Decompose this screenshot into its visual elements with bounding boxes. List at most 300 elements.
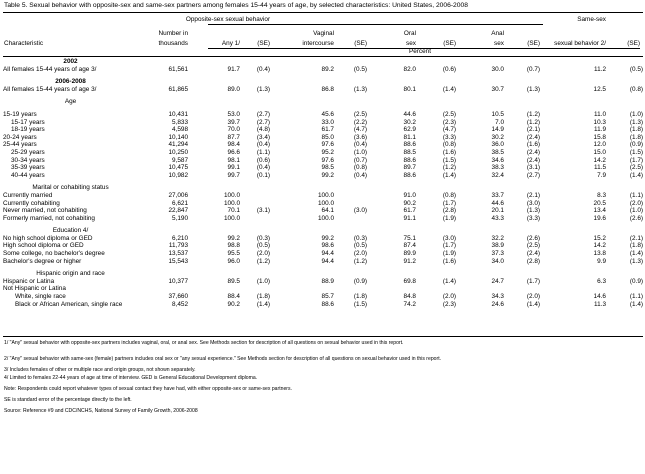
cell-any-se: (0.1) xyxy=(256,171,270,179)
cell-vag: 88.9 xyxy=(321,277,334,285)
table-row xyxy=(3,119,643,127)
cell-vag: 61.7 xyxy=(321,126,334,134)
cell-oral: 91.0 xyxy=(403,191,416,199)
cell-anal: 32.4 xyxy=(491,171,504,179)
table-row xyxy=(3,192,643,200)
row-label: All females 15-44 years of age 3/ xyxy=(3,65,97,73)
cell-anal: 30.0 xyxy=(491,65,504,73)
cell-anal-se: (1.3) xyxy=(526,85,540,93)
cell-vag-se: (1.3) xyxy=(353,85,367,93)
cell-anal-se: (3.3) xyxy=(526,214,540,222)
cell-any-se: (0.6) xyxy=(256,156,270,164)
row-label: High school diploma or GED xyxy=(3,242,84,250)
cell-vag: 33.0 xyxy=(321,118,334,126)
cell-oral: 89.9 xyxy=(403,250,416,258)
table-row xyxy=(3,215,643,223)
cell-vag-se xyxy=(334,215,367,223)
table-row xyxy=(3,149,643,157)
table-row xyxy=(3,86,643,94)
data-table xyxy=(3,58,643,308)
cell-oral-se: (3.3) xyxy=(442,133,456,141)
table-row xyxy=(3,301,643,309)
cell-anal-se: (2.6) xyxy=(526,234,540,242)
cell-n: 6,210 xyxy=(172,234,188,242)
cell-vag-se xyxy=(334,200,367,208)
cell-any-se: (1.0) xyxy=(256,277,270,285)
cell-vag: 98.5 xyxy=(321,164,334,172)
cell-vag-se xyxy=(334,285,367,293)
section-heading-row xyxy=(3,227,643,235)
cell-n: 10,431 xyxy=(168,110,188,118)
cell-same-se: (1.4) xyxy=(629,171,643,179)
header-anal-line2: sex xyxy=(494,40,504,47)
cell-anal: 30.2 xyxy=(491,133,504,141)
header-group-opposite-rule xyxy=(208,24,543,25)
cell-vag-se: (1.5) xyxy=(353,300,367,308)
cell-oral: 30.2 xyxy=(403,118,416,126)
cell-anal-se: (1.4) xyxy=(526,300,540,308)
cell-any-se: (0.4) xyxy=(256,141,270,149)
cell-anal-se: (2.4) xyxy=(526,148,540,156)
cell-oral: 88.6 xyxy=(403,141,416,149)
header-vaginal-se: (SE) xyxy=(354,40,367,47)
cell-anal: 20.1 xyxy=(491,207,504,215)
cell-same-se: (2.5) xyxy=(629,164,643,172)
cell-n: 15,543 xyxy=(168,257,188,265)
row-label: 15-19 years xyxy=(3,110,37,118)
cell-same: 14.2 xyxy=(593,156,606,164)
cell-same: 11.0 xyxy=(594,110,606,118)
cell-any-se: (1.3) xyxy=(256,85,270,93)
row-label: No high school diploma or GED xyxy=(3,234,93,242)
section-heading: 2002 xyxy=(63,58,78,65)
cell-vag-se: (0.9) xyxy=(353,277,367,285)
cell-oral-se: (0.8) xyxy=(442,141,456,149)
cell-oral: 61.7 xyxy=(403,207,416,215)
cell-vag-se: (2.5) xyxy=(353,110,367,118)
cell-anal: 37.3 xyxy=(491,250,504,258)
cell-oral-se: (1.9) xyxy=(442,214,456,222)
row-label: 18-19 years xyxy=(11,126,45,134)
cell-same-se: (1.0) xyxy=(629,110,643,118)
row-label: Bachelor's degree or higher xyxy=(3,257,82,265)
cell-any: 98.4 xyxy=(227,141,240,149)
cell-anal: 10.5 xyxy=(491,110,504,118)
cell-any-se: (3.4) xyxy=(256,133,270,141)
header-any-se: (SE) xyxy=(257,40,270,47)
cell-same xyxy=(540,285,606,293)
cell-oral: 91.2 xyxy=(403,257,416,265)
row-label: 40-44 years xyxy=(11,171,45,179)
cell-same: 20.5 xyxy=(593,199,606,207)
cell-vag xyxy=(270,285,334,293)
cell-any-se: (1.8) xyxy=(256,293,270,301)
cell-vag-se: (0.8) xyxy=(353,164,367,172)
cell-oral: 80.1 xyxy=(403,85,416,93)
table-row xyxy=(3,207,643,215)
cell-any: 98.1 xyxy=(227,156,240,164)
cell-any-se: (2.0) xyxy=(256,250,270,258)
cell-anal: 32.2 xyxy=(491,234,504,242)
cell-n: 11,793 xyxy=(168,242,188,250)
cell-any: 96.6 xyxy=(227,148,240,156)
cell-anal-se: (2.4) xyxy=(526,250,540,258)
table-row xyxy=(3,258,643,266)
cell-vag-se: (3.6) xyxy=(353,133,367,141)
cell-anal-se: (3.1) xyxy=(526,164,540,172)
cell-vag-se: (4.7) xyxy=(353,126,367,134)
top-rule xyxy=(3,12,643,13)
cell-any-se: (1.4) xyxy=(256,300,270,308)
section-heading: 2006-2008 xyxy=(55,78,86,86)
cell-anal-se: (0.7) xyxy=(526,65,540,73)
cell-vag: 99.2 xyxy=(321,234,334,242)
cell-any: 96.0 xyxy=(227,257,240,265)
cell-oral: 88.6 xyxy=(403,156,416,164)
cell-anal: 38.5 xyxy=(491,148,504,156)
cell-anal-se: (1.2) xyxy=(526,118,540,126)
cell-same: 11.2 xyxy=(594,65,606,73)
header-oral-se: (SE) xyxy=(443,40,456,47)
cell-any-se: (3.1) xyxy=(256,207,270,215)
footnote: 1/ "Any" sexual behavior with opposite-sex partners includes vaginal, oral, or anal sex. See Methods section for description of all questions on sexual behavior used in this report. xyxy=(4,340,404,346)
cell-vag-se: (3.0) xyxy=(353,207,367,215)
cell-any: 98.8 xyxy=(227,242,240,250)
cell-oral: 75.1 xyxy=(403,234,416,242)
row-label: 20-24 years xyxy=(3,133,37,141)
cell-same-se: (0.8) xyxy=(629,85,643,93)
header-bottom-rule xyxy=(3,56,643,57)
table-row xyxy=(3,164,643,172)
cell-oral-se: (2.3) xyxy=(442,118,456,126)
cell-anal: 34.0 xyxy=(491,257,504,265)
cell-n: 10,377 xyxy=(168,277,188,285)
cell-oral: 90.2 xyxy=(403,199,416,207)
cell-vag: 95.2 xyxy=(321,148,334,156)
cell-vag-se: (0.3) xyxy=(353,234,367,242)
cell-vag-se: (2.0) xyxy=(353,250,367,258)
cell-same: 15.2 xyxy=(593,234,606,242)
cell-any-se: (0.4) xyxy=(256,65,270,73)
table-title: Table 5. Sexual behavior with opposite-sex and same-sex partners among females 15-44 years of age, by selected characteristics: United States, 2006-2008 xyxy=(4,2,468,9)
cell-anal: 34.6 xyxy=(491,156,504,164)
cell-oral: 82.0 xyxy=(403,65,416,73)
cell-same: 14.2 xyxy=(593,242,606,250)
header-number-line1: Number in xyxy=(158,30,188,37)
cell-vag: 100.0 xyxy=(318,191,334,199)
cell-same-se: (2.0) xyxy=(629,199,643,207)
cell-same-se: (0.9) xyxy=(629,277,643,285)
cell-any: 99.1 xyxy=(227,164,240,172)
header-anal-se: (SE) xyxy=(527,40,540,47)
cell-vag: 98.6 xyxy=(321,242,334,250)
section-heading-row xyxy=(3,78,643,86)
table-row xyxy=(3,172,643,180)
cell-n: 9,587 xyxy=(172,156,188,164)
cell-oral-se: (2.3) xyxy=(442,300,456,308)
cell-anal-se: (1.7) xyxy=(526,277,540,285)
header-characteristic: Characteristic xyxy=(4,40,44,47)
header-number-line2: thousands xyxy=(158,40,188,47)
cell-oral-se: (2.0) xyxy=(442,293,456,301)
cell-same-se: (1.8) xyxy=(629,126,643,134)
cell-anal-se: (2.5) xyxy=(526,242,540,250)
cell-vag: 85.0 xyxy=(321,133,334,141)
header-same-se: (SE) xyxy=(627,40,640,47)
cell-anal-se: (2.1) xyxy=(526,126,540,134)
cell-any: 99.7 xyxy=(227,171,240,179)
cell-n: 4,598 xyxy=(172,126,188,134)
section-heading: Hispanic origin and race xyxy=(36,270,105,278)
cell-oral xyxy=(367,285,416,293)
cell-same: 8.3 xyxy=(597,191,606,199)
row-label: Some college, no bachelor's degree xyxy=(3,250,105,258)
cell-same: 6.3 xyxy=(597,277,606,285)
footnote: SE is standard error of the percentage directly to the left. xyxy=(4,397,132,403)
table-row xyxy=(3,157,643,165)
cell-anal xyxy=(456,285,504,293)
cell-same: 13.4 xyxy=(593,207,606,215)
row-label: White, single race xyxy=(15,293,66,301)
cell-oral: 89.7 xyxy=(403,164,416,172)
cell-same-se: (1.8) xyxy=(629,242,643,250)
cell-oral: 88.6 xyxy=(403,171,416,179)
cell-n: 61,865 xyxy=(168,85,188,93)
cell-n: 6,621 xyxy=(172,199,188,207)
row-label: 25-44 years xyxy=(3,141,37,149)
cell-anal: 38.3 xyxy=(491,164,504,172)
cell-any: 70.0 xyxy=(227,126,240,134)
cell-vag: 89.2 xyxy=(321,65,334,73)
cell-anal-se: (2.4) xyxy=(526,156,540,164)
cell-any: 91.7 xyxy=(227,65,240,73)
section-heading: Education 4/ xyxy=(52,227,89,235)
header-group-same-line2: sexual behavior 2/ xyxy=(554,40,606,47)
cell-n xyxy=(138,285,188,293)
cell-n: 27,006 xyxy=(168,191,188,199)
footnote: 2/ "Any" sexual behavior with same-sex (female) partners includes oral sex or "any sexual experience." See Methods section for description of all questions on sexual behavior used in this report. xyxy=(4,356,442,362)
cell-oral: 74.2 xyxy=(403,300,416,308)
cell-same: 12.0 xyxy=(593,141,606,149)
cell-any: 89.5 xyxy=(227,277,240,285)
cell-oral-se xyxy=(416,285,456,293)
cell-vag: 97.6 xyxy=(321,141,334,149)
cell-anal: 24.7 xyxy=(491,277,504,285)
cell-same-se: (1.3) xyxy=(629,257,643,265)
table-row xyxy=(3,278,643,286)
cell-oral-se: (3.0) xyxy=(442,234,456,242)
table-row xyxy=(3,111,643,119)
cell-same-se: (0.9) xyxy=(629,141,643,149)
cell-any: 39.7 xyxy=(227,118,240,126)
cell-n: 22,847 xyxy=(168,207,188,215)
cell-n: 8,452 xyxy=(172,300,188,308)
cell-any-se: (0.5) xyxy=(256,242,270,250)
cell-vag-se: (0.4) xyxy=(353,171,367,179)
cell-oral-se: (1.6) xyxy=(442,148,456,156)
cell-anal: 38.9 xyxy=(491,242,504,250)
cell-vag: 94.4 xyxy=(321,257,334,265)
cell-oral-se: (1.7) xyxy=(442,199,456,207)
row-label: All females 15-44 years of age 3/ xyxy=(3,85,97,93)
cell-n: 5,190 xyxy=(172,214,188,222)
cell-anal-se: (2.8) xyxy=(526,257,540,265)
cell-any: 100.0 xyxy=(224,214,240,222)
table-row xyxy=(3,242,643,250)
header-group-opposite: Opposite-sex sexual behavior xyxy=(185,16,271,23)
cell-n: 37,660 xyxy=(168,293,188,301)
row-label: Formerly married, not cohabiting xyxy=(3,214,95,222)
cell-anal: 33.7 xyxy=(491,191,504,199)
cell-anal-se: (2.4) xyxy=(526,133,540,141)
cell-anal-se: (1.3) xyxy=(526,207,540,215)
cell-n: 13,537 xyxy=(168,250,188,258)
cell-same-se: (1.8) xyxy=(629,133,643,141)
cell-anal-se xyxy=(504,285,540,293)
cell-n: 10,982 xyxy=(168,171,188,179)
cell-anal-se: (3.0) xyxy=(526,199,540,207)
cell-oral-se: (1.7) xyxy=(442,242,456,250)
cell-oral: 44.6 xyxy=(403,110,416,118)
table-row xyxy=(3,293,643,301)
cell-anal-se: (2.7) xyxy=(526,171,540,179)
cell-anal: 34.3 xyxy=(491,293,504,301)
cell-oral: 88.5 xyxy=(403,148,416,156)
cell-oral: 91.1 xyxy=(403,214,416,222)
cell-same: 15.8 xyxy=(593,133,606,141)
cell-vag: 64.1 xyxy=(321,207,334,215)
header-group-same-line1: Same-sex xyxy=(577,16,606,23)
cell-any: 53.0 xyxy=(227,110,240,118)
cell-oral-se: (0.6) xyxy=(442,65,456,73)
cell-any: 87.7 xyxy=(227,133,240,141)
cell-any: 100.0 xyxy=(224,199,240,207)
section-heading-row xyxy=(3,184,643,192)
cell-vag: 45.6 xyxy=(321,110,334,118)
cell-same-se: (0.5) xyxy=(629,65,643,73)
cell-oral-se: (1.4) xyxy=(442,171,456,179)
cell-same: 7.9 xyxy=(597,171,606,179)
cell-vag: 85.7 xyxy=(321,293,334,301)
row-label: Not Hispanic or Latina xyxy=(3,285,66,293)
cell-any-se xyxy=(240,215,270,223)
cell-same: 14.6 xyxy=(593,293,606,301)
cell-vag: 88.6 xyxy=(321,300,334,308)
row-label: 30-34 years xyxy=(11,156,45,164)
cell-same-se: (1.3) xyxy=(629,118,643,126)
header-oral-line1: Oral xyxy=(403,30,416,37)
cell-same-se: (1.1) xyxy=(629,191,643,199)
cell-anal: 7.0 xyxy=(495,118,504,126)
table-row xyxy=(3,66,643,74)
footnote: 4/ Limited to females 22-44 years of age at time of interview. GED is General Educational Development diploma. xyxy=(4,375,258,381)
row-label: Currently cohabiting xyxy=(3,199,60,207)
cell-same: 13.8 xyxy=(593,250,606,258)
table-row xyxy=(3,235,643,243)
cell-n: 41,294 xyxy=(168,141,188,149)
header-anal-line1: Anal xyxy=(491,30,504,37)
cell-same-se: (1.5) xyxy=(629,148,643,156)
header-any: Any 1/ xyxy=(221,40,240,47)
cell-oral: 62.9 xyxy=(403,126,416,134)
cell-same: 11.5 xyxy=(594,164,606,172)
cell-oral-se: (1.2) xyxy=(442,164,456,172)
cell-same: 10.3 xyxy=(593,118,606,126)
row-label: Never married, not cohabiting xyxy=(3,207,87,215)
cell-any-se: (2.7) xyxy=(256,118,270,126)
header-vaginal-line2: intercourse xyxy=(302,40,334,47)
cell-same: 19.6 xyxy=(593,214,606,222)
section-heading: Age xyxy=(64,98,77,106)
cell-n: 10,140 xyxy=(168,133,188,141)
cell-vag-se: (0.7) xyxy=(353,156,367,164)
cell-oral-se: (0.8) xyxy=(442,191,456,199)
cell-any: 99.2 xyxy=(227,234,240,242)
cell-same-se: (1.4) xyxy=(629,300,643,308)
table-row xyxy=(3,141,643,149)
cell-same: 15.0 xyxy=(593,148,606,156)
cell-oral: 87.4 xyxy=(403,242,416,250)
cell-any: 88.4 xyxy=(227,293,240,301)
footnote: Source: Reference #9 and CDC/NCHS, National Survey of Family Growth, 2006-2008 xyxy=(4,408,198,414)
cell-any-se xyxy=(240,285,270,293)
header-percent: Percent xyxy=(408,48,432,55)
cell-vag: 100.0 xyxy=(318,199,334,207)
footnote: 3/ Includes females of other or multiple race and origin groups, not shown separately. xyxy=(4,367,196,373)
cell-oral-se: (1.6) xyxy=(442,257,456,265)
footnote: Note: Respondents could report whatever types of sexual contact they have had, with either opposite-sex or same-sex partners. xyxy=(4,386,292,392)
cell-anal-se: (2.0) xyxy=(526,293,540,301)
table-row xyxy=(3,250,643,258)
section-heading-row xyxy=(3,270,643,278)
section-heading: Marital or cohabiting status xyxy=(32,184,109,192)
cell-any: 100.0 xyxy=(224,191,240,199)
cell-any-se xyxy=(240,200,270,208)
cell-same-se xyxy=(606,285,643,293)
cell-anal: 43.3 xyxy=(491,214,504,222)
cell-same: 11.9 xyxy=(594,126,606,134)
cell-any-se: (1.2) xyxy=(256,257,270,265)
cell-anal: 24.6 xyxy=(491,300,504,308)
cell-vag-se: (0.4) xyxy=(353,141,367,149)
header-vaginal-line1: Vaginal xyxy=(313,30,334,37)
cell-vag-se: (2.2) xyxy=(353,118,367,126)
row-label: Hispanic or Latina xyxy=(3,277,55,285)
row-label: 25-29 years xyxy=(11,148,45,156)
cell-same: 12.5 xyxy=(593,85,606,93)
cell-anal-se: (1.2) xyxy=(526,110,540,118)
cell-vag: 86.8 xyxy=(321,85,334,93)
cell-anal-se: (1.6) xyxy=(526,141,540,149)
table-row xyxy=(3,126,643,134)
cell-oral-se: (2.8) xyxy=(442,207,456,215)
cell-same-se: (2.1) xyxy=(629,234,643,242)
cell-oral: 81.1 xyxy=(403,133,416,141)
table-bottom-rule xyxy=(3,336,643,337)
cell-same-se: (1.7) xyxy=(629,156,643,164)
cell-any-se: (2.7) xyxy=(256,110,270,118)
cell-same-se: (1.4) xyxy=(629,250,643,258)
cell-same-se: (1.1) xyxy=(629,293,643,301)
section-heading-row xyxy=(3,58,643,66)
cell-anal: 14.9 xyxy=(491,126,504,134)
cell-vag-se: (0.5) xyxy=(353,242,367,250)
cell-any: 95.5 xyxy=(227,250,240,258)
row-label: 35-39 years xyxy=(11,164,45,172)
cell-same: 11.3 xyxy=(594,300,606,308)
cell-any-se: (0.3) xyxy=(256,234,270,242)
cell-vag-se: (0.5) xyxy=(353,65,367,73)
